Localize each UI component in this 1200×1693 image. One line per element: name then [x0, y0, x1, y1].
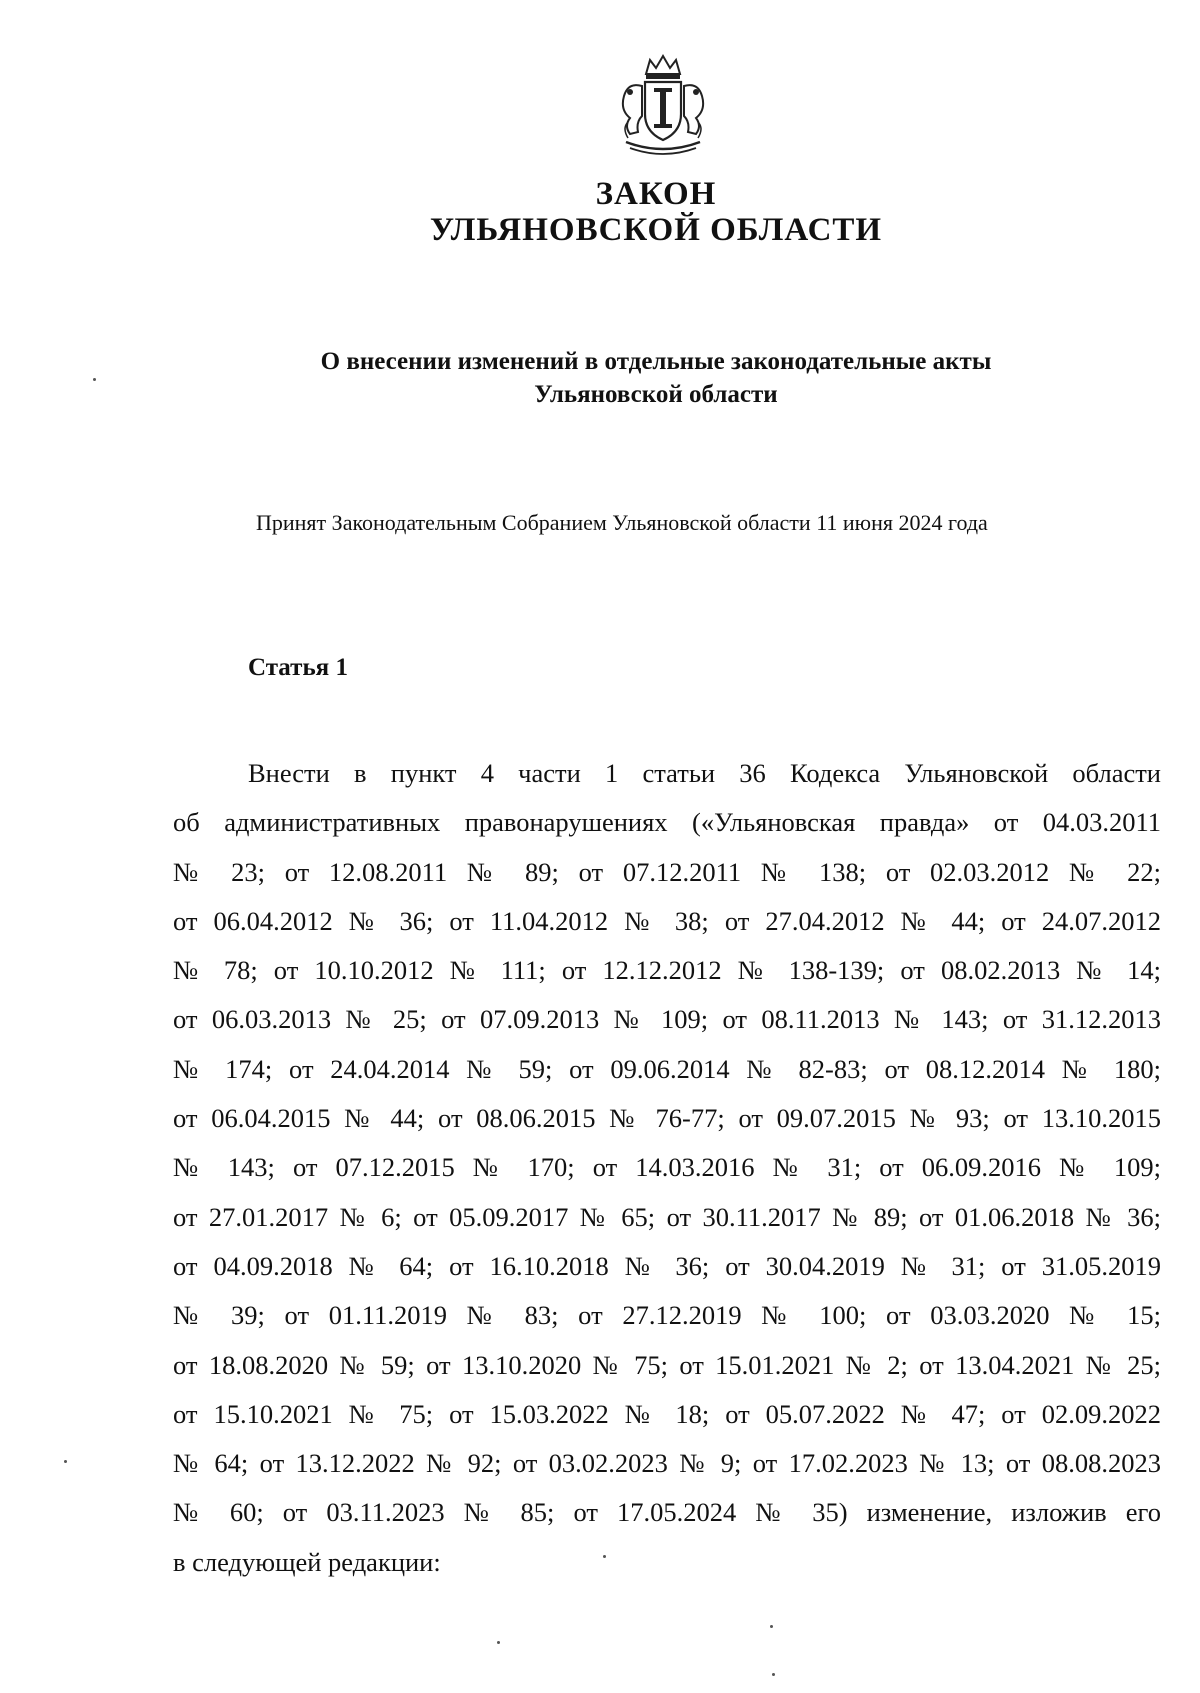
- article-body-line: от 06.04.2015 № 44; от 08.06.2015 № 76-77; от 09.07.2015 № 93; от 13.10.2015: [173, 1103, 1161, 1134]
- scan-speck: [64, 1460, 67, 1463]
- coat-of-arms-emblem: [608, 52, 718, 162]
- article-body-line: от 06.03.2013 № 25; от 07.09.2013 № 109; от 08.11.2013 № 143; от 31.12.2013: [173, 1004, 1161, 1035]
- article-body-line: от 04.09.2018 № 64; от 16.10.2018 № 36; от 30.04.2019 № 31; от 31.05.2019: [173, 1250, 1161, 1281]
- law-title-line2: УЛЬЯНОВСКОЙ ОБЛАСТИ: [429, 212, 883, 248]
- article-body-line: от 27.01.2017 № 6; от 05.09.2017 № 65; от 30.11.2017 № 89; от 01.06.2018 № 36;: [173, 1201, 1161, 1232]
- scan-speck: [770, 1625, 773, 1628]
- article-body-line: № 39; от 01.11.2019 № 83; от 27.12.2019 № 100; от 03.03.2020 № 15;: [173, 1300, 1161, 1331]
- law-subject-line2: Ульяновской области: [534, 381, 778, 408]
- article-body-line: № 174; от 24.04.2014 № 59; от 09.06.2014 № 82-83; от 08.12.2014 № 180;: [173, 1053, 1161, 1084]
- article-body-line: об административных правонарушениях («Ульяновская правда» от 04.03.2011: [173, 807, 1161, 838]
- scan-speck: [93, 378, 96, 381]
- article-body: [173, 749, 1161, 1587]
- article-body-line: Внести в пункт 4 части 1 статьи 36 Кодекса Ульяновской области: [248, 758, 1161, 788]
- article-body-line: от 18.08.2020 № 59; от 13.10.2020 № 75; от 15.01.2021 № 2; от 13.04.2021 № 25;: [173, 1349, 1161, 1380]
- law-title-line1: ЗАКОН: [595, 176, 717, 212]
- scan-speck: [497, 1641, 500, 1644]
- adoption-statement: Принят Законодательным Собранием Ульяновской области 11 июня 2024 года: [256, 510, 988, 535]
- article-body-line: в следующей редакции:: [173, 1546, 441, 1577]
- article-body-line: № 78; от 10.10.2012 № 111; от 12.12.2012 № 138-139; от 08.02.2013 № 14;: [173, 955, 1161, 986]
- article-body-line: № 64; от 13.12.2022 № 92; от 03.02.2023 № 9; от 17.02.2023 № 13; от 08.08.2023: [173, 1448, 1161, 1479]
- scan-speck: [603, 1555, 606, 1558]
- article-body-line: от 06.04.2012 № 36; от 11.04.2012 № 38; от 27.04.2012 № 44; от 24.07.2012: [173, 905, 1161, 936]
- law-subject-line1: О внесении изменений в отдельные законодательные акты: [320, 348, 992, 375]
- article-body-line: от 15.10.2021 № 75; от 15.03.2022 № 18; от 05.07.2022 № 47; от 02.09.2022: [173, 1398, 1161, 1429]
- article-body-line: № 23; от 12.08.2011 № 89; от 07.12.2011 № 138; от 02.03.2012 № 22;: [173, 856, 1161, 887]
- scan-speck: [772, 1673, 775, 1676]
- article-body-line: № 143; от 07.12.2015 № 170; от 14.03.2016 № 31; от 06.09.2016 № 109;: [173, 1152, 1161, 1183]
- article-body-line: № 60; от 03.11.2023 № 85; от 17.05.2024 № 35) изменение, изложив его: [173, 1497, 1161, 1528]
- article-heading: Статья 1: [248, 654, 348, 681]
